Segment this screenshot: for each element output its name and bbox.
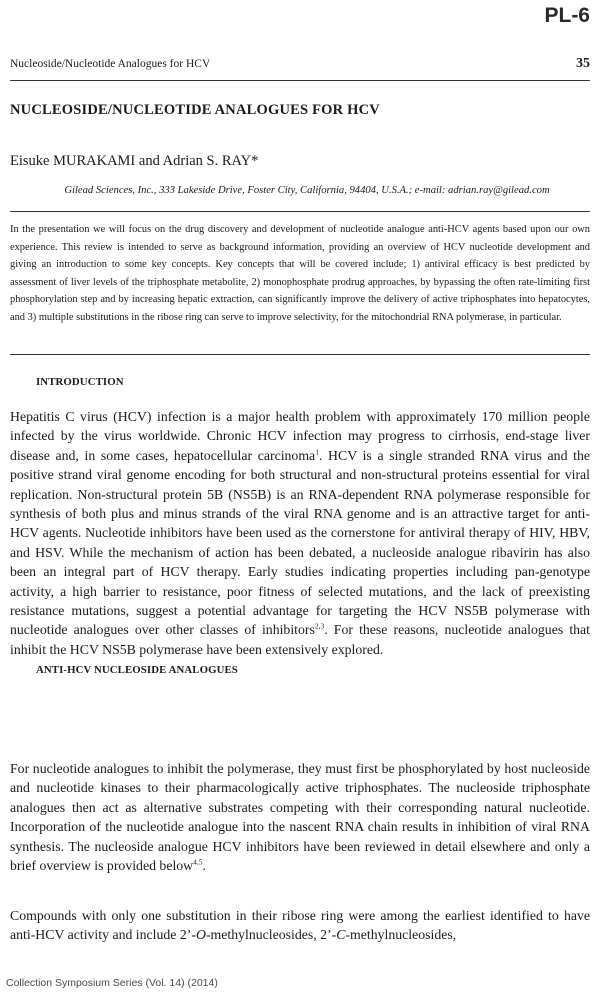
article-authors: Eisuke MURAKAMI and Adrian S. RAY* [10,153,259,169]
footer-series: Collection Symposium Series (Vol. 14) (2014) [6,977,218,989]
anti-hcv-body [10,759,590,875]
running-head [10,58,590,70]
article-affiliation: Gilead Sciences, Inc., 333 Lakeside Drive, Foster City, California, 94404, U.S.A.; e-mail: adrian.ray@gilead.com [64,185,550,196]
abstract-top-rule [10,211,590,212]
anti-hcv-paragraph-1: For nucleotide analogues to inhibit the polymerase, they must first be phosphorylated by host nucleoside and nucleotide kinases to their pharmacologically active triphosphates. The nucleoside triphosphate analogues then act as alternative substrates competing with their corresponding natural nucleotide. Incorporation of the nucleotide analogue into the nascent RNA chain results in inhibition of viral RNA synthesis. The nucleoside analogue HCV inhibitors have been reviewed in detail elsewhere and only a brief overview is provided below$^{4,5}$. [10,761,590,874]
citation-4-5: 4,5 [193,857,203,867]
anti-hcv-heading: ANTI-HCV NUCLEOSIDE ANALOGUES [36,664,238,676]
citation-1: 1 [315,447,319,457]
anti-hcv-body-2 [10,906,590,945]
abstract: In the presentation we will focus on the drug discovery and development of nucleotide analogue anti-HCV agents based upon our own experience. This review is intended to serve as background information, providing an overview of HCV nucleotide development and giving an introduction to some key concepts. Key concepts that will be covered include; 1) antiviral efficacy is best predicted by assessment of liver levels of the triphosphate metabolite, 2) monophosphate prodrug approaches, by bypassing the often rate-limiting first phosphorylation step and by increasing hepatic extraction, can significantly improve the delivery of active triphosphates into hepatocytes, and 3) multiple substitutions in the ribose ring can serve to improve selectivity, for the mitochondrial RNA polymerase, in particular. [10,224,590,323]
header-rule [10,80,590,81]
introduction-paragraph: Hepatitis C virus (HCV) infection is a major health problem with approximately 170 million people infected by the virus worldwide. Chronic HCV infection may progress to cirrhosis, end-stage liver disease and, in some cases, hepatocellular carcinoma$^1$. HCV is a single stranded RNA virus and the positive strand viral genome encoding for both structural and non-structural proteins essential for viral replication. Non-structural protein 5B (NS5B) is an RNA-dependent RNA polymerase responsible for synthesis of both plus and minus strands of the viral RNA genome and is an attractive target for anti-HCV agents. Nucleotide inhibitors have been used as the cornerstone for antiviral therapy of HIV, HBV, and HSV. While the mechanism of action has been debated, a nucleoside analogue ribavirin has also been an integral part of HCV therapy. Early studies indicating properties including pan-genotype activity, a high barrier to resistance, poor fitness of selected mutations, and the lack of preexisting resistance mutations, suggest a potential advantage for targeting the HCV NS5B polymerase with nucleotide analogues over other classes of inhibitors$^{2,3}$. For these reasons, nucleotide analogues that inhibit the HCV NS5B polymerase have been extensively explored. [10,409,591,657]
introduction-body [10,407,590,659]
corner-label: PL-6 [544,4,590,27]
anti-hcv-paragraph-2: Compounds with only one substitution in their ribose ring were among the earliest identified to have anti-HCV activity and include 2’-O-methylnucleosides, 2’-C-methylnucleosides, [10,908,590,943]
page-number: 35 [576,56,590,71]
article-title: NUCLEOSIDE/NUCLEOTIDE ANALOGUES FOR HCV [10,102,380,118]
introduction-heading: INTRODUCTION [36,376,124,388]
running-head-title: Nucleoside/Nucleotide Analogues for HCV [10,58,211,70]
abstract-bottom-rule [10,354,590,355]
citation-2-3: 2,3 [314,621,325,631]
